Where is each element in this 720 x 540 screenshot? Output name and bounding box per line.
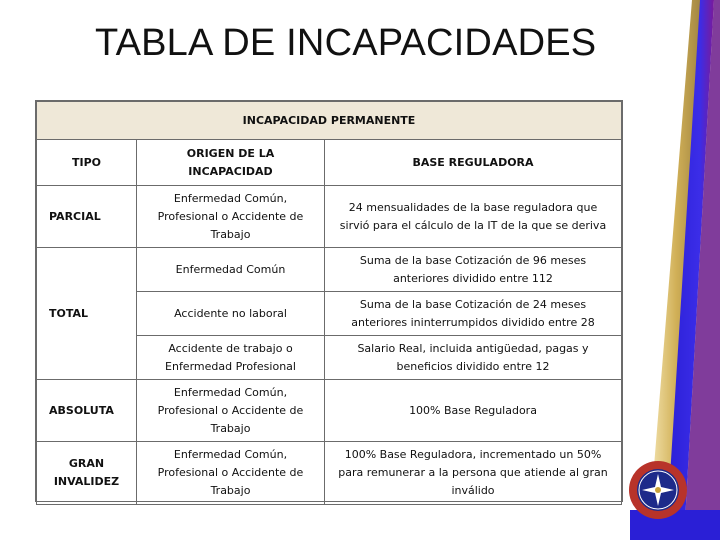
university-seal-icon — [628, 460, 688, 520]
base-gran-invalidez: 100% Base Reguladora, incrementado un 50% para remunerar a la persona que atiende al gran inválido — [325, 442, 622, 505]
origen-parcial: Enfermedad Común, Profesional o Accidente de Trabajo — [137, 186, 325, 248]
column-header-origen: ORIGEN DE LA INCAPACIDAD — [137, 140, 325, 186]
tipo-absoluta: ABSOLUTA — [37, 380, 137, 442]
origen-total-2: Accidente no laboral — [137, 292, 325, 336]
slide-title: TABLA DE INCAPACIDADES — [95, 22, 597, 64]
base-total-2: Suma de la base Cotización de 24 meses anteriores ininterrumpidos dividido entre 28 — [325, 292, 622, 336]
origen-total-1: Enfermedad Común — [137, 248, 325, 292]
incapacity-table — [35, 100, 623, 502]
column-header-base: BASE REGULADORA — [325, 140, 622, 186]
origen-gran-invalidez: Enfermedad Común, Profesional o Accidente de Trabajo — [137, 442, 325, 505]
origen-total-3: Accidente de trabajo o Enfermedad Profesional — [137, 336, 325, 380]
origen-absoluta: Enfermedad Común, Profesional o Accidente de Trabajo — [137, 380, 325, 442]
base-absoluta: 100% Base Reguladora — [325, 380, 622, 442]
tipo-total: TOTAL — [37, 248, 137, 380]
decorative-side-strip — [630, 0, 720, 540]
table-header: INCAPACIDAD PERMANENTE — [37, 102, 622, 140]
base-total-1: Suma de la base Cotización de 96 meses anteriores dividido entre 112 — [325, 248, 622, 292]
base-total-3: Salario Real, incluida antigüedad, pagas y beneficios dividido entre 12 — [325, 336, 622, 380]
base-parcial: 24 mensualidades de la base reguladora que sirvió para el cálculo de la IT de la que se deriva — [325, 186, 622, 248]
tipo-parcial: PARCIAL — [37, 186, 137, 248]
tipo-gran-invalidez: GRAN INVALIDEZ — [37, 442, 137, 505]
column-header-tipo: TIPO — [37, 140, 137, 186]
